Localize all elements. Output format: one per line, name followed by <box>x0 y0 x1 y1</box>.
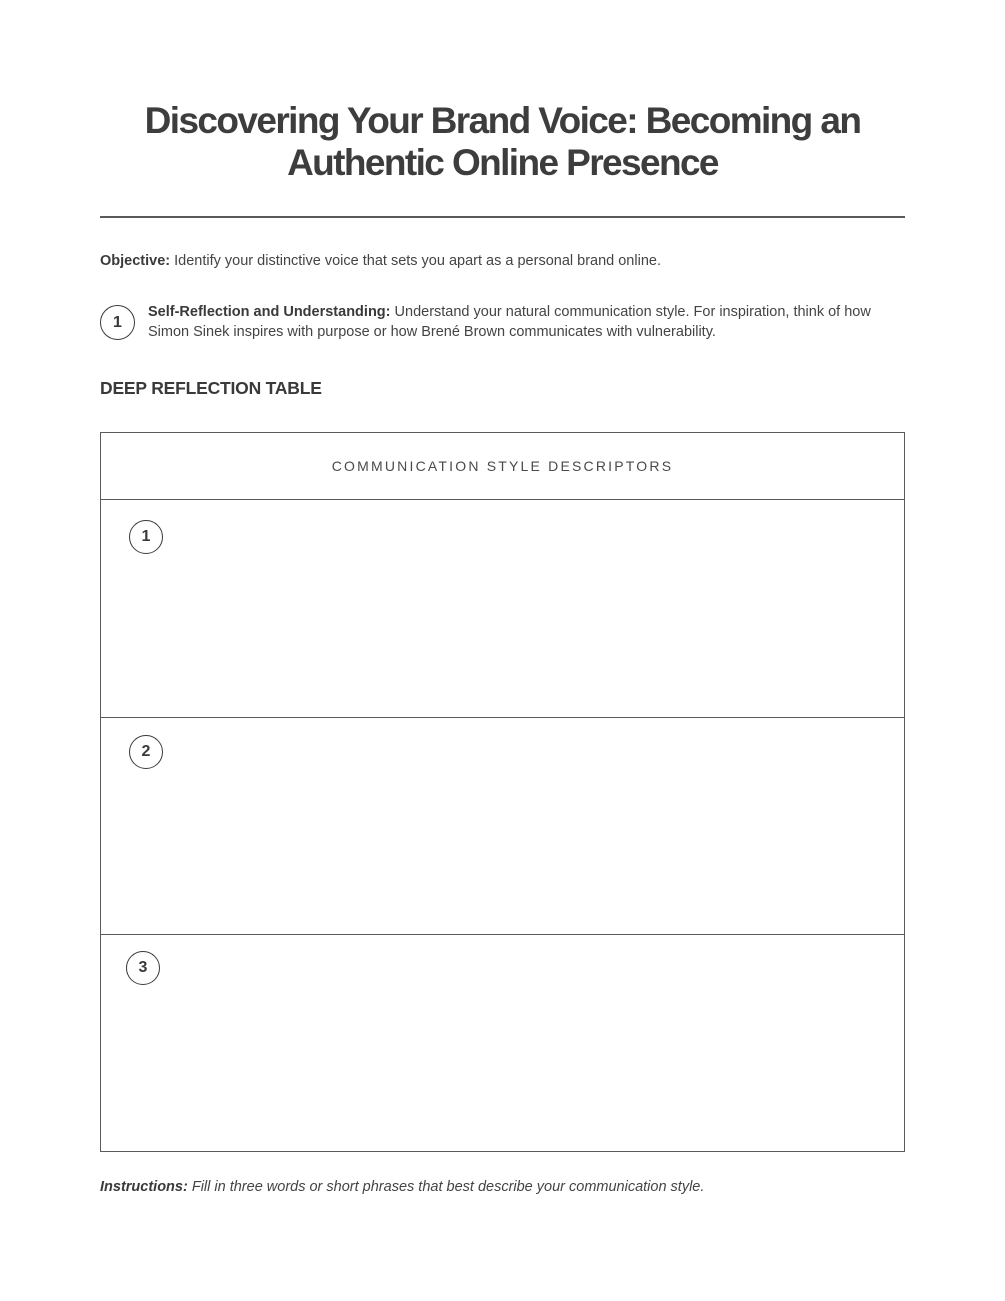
instructions-line <box>100 1179 905 1195</box>
row-number-badge: 1 <box>129 520 163 554</box>
objective-label: Objective: <box>100 253 171 269</box>
step-description <box>148 302 908 342</box>
table-row-3-input-area[interactable] <box>101 935 904 1150</box>
objective-line <box>100 253 905 269</box>
page-title: Discovering Your Brand Voice: Becoming an Authentic Online Presence <box>144 100 861 183</box>
instructions-label: Instructions: <box>100 1179 188 1195</box>
title-divider <box>100 216 905 218</box>
table-row-1-input-area[interactable] <box>101 500 904 718</box>
instructions-text: Fill in three words or short phrases that best describe your communication style. <box>191 1179 705 1195</box>
row-number-badge: 3 <box>126 951 160 985</box>
objective-text: Identify your distinctive voice that sets you apart as a personal brand online. <box>174 253 661 269</box>
step-self-reflection <box>100 302 905 346</box>
reflection-table <box>100 432 905 1152</box>
step-text: Understand your natural communication style. For inspiration, think of how Simon Sinek inspires with purpose or how Brené Brown communicates with vulnerability. <box>148 304 871 340</box>
table-header: COMMUNICATION STYLE DESCRIPTORS <box>101 433 904 500</box>
step-number-badge: 1 <box>100 305 135 340</box>
row-number-badge: 2 <box>129 735 163 769</box>
table-row-2-input-area[interactable] <box>101 718 904 935</box>
step-label: Self-Reflection and Understanding: <box>148 304 391 320</box>
section-heading: DEEP REFLECTION TABLE <box>100 378 322 398</box>
